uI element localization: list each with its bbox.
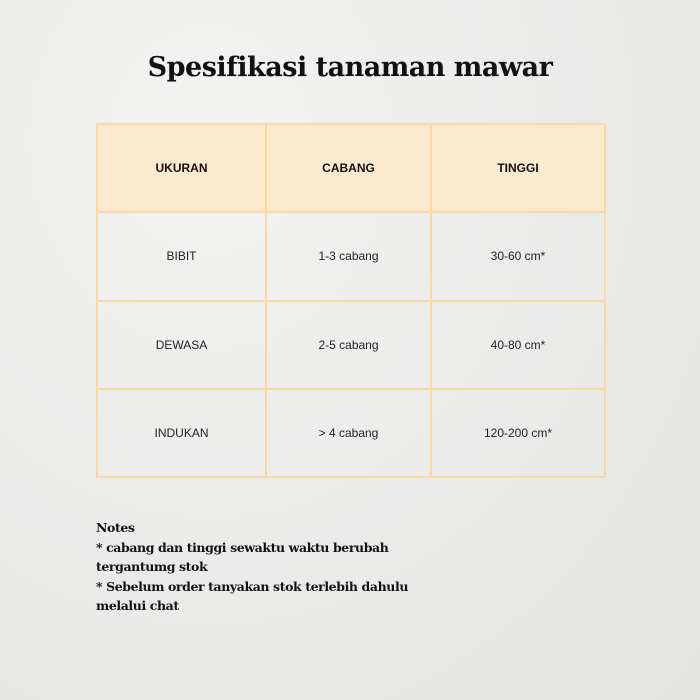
cell-ukuran: BIBIT [97, 212, 266, 300]
cell-cabang: 2-5 cabang [266, 301, 431, 389]
table-header-row [97, 124, 605, 212]
cell-tinggi: 30-60 cm* [431, 212, 605, 300]
header-ukuran: UKURAN [97, 124, 266, 212]
table-row [97, 389, 605, 477]
cell-tinggi: 40-80 cm* [431, 301, 605, 389]
spec-table [96, 123, 606, 478]
table-row [97, 212, 605, 300]
cell-tinggi: 120-200 cm* [431, 389, 605, 477]
notes-heading: Notes [96, 520, 135, 535]
notes [96, 518, 426, 616]
cell-ukuran: INDUKAN [97, 389, 266, 477]
header-cabang: CABANG [266, 124, 431, 212]
note-line: * cabang dan tinggi sewaktu waktu berubah tergantumg stok [96, 539, 389, 574]
header-tinggi: TINGGI [431, 124, 605, 212]
cell-cabang: 1-3 cabang [266, 212, 431, 300]
cell-cabang: > 4 cabang [266, 389, 431, 477]
page-title: Spesifikasi tanaman mawar [147, 52, 553, 83]
table-row [97, 301, 605, 389]
cell-ukuran: DEWASA [97, 301, 266, 389]
note-line: * Sebelum order tanyakan stok terlebih dahulu melalui chat [96, 578, 409, 613]
